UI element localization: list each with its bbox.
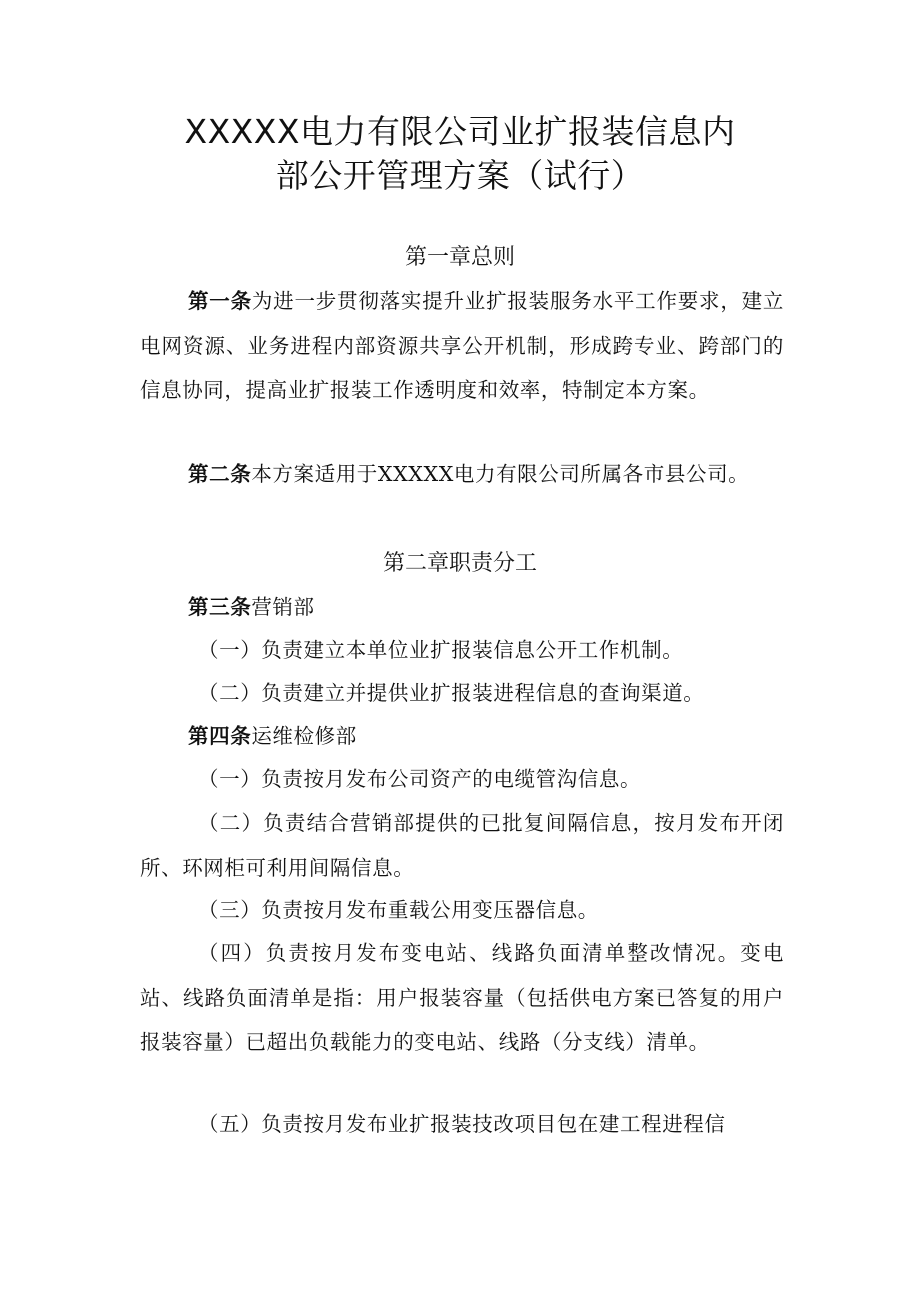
article-3-item-1: （一）负责建立本单位业扩报装信息公开工作机制。 [198, 638, 684, 662]
article-4-item-3: （三）负责按月发布重载公用变压器信息。 [198, 898, 599, 922]
article-4 [140, 714, 784, 759]
article-4-text: 运维检修部 [251, 724, 357, 748]
article-4-item-2: （二）负责结合营销部提供的已批复间隔信息，按月发布开闭所、环网柜可利用间隔信息。 [140, 811, 784, 880]
chapter-1-heading: 第一章总则 [404, 245, 515, 270]
chapter-2-heading: 第二章职责分工 [382, 551, 537, 576]
article-1-label: 第一条 [188, 289, 252, 313]
article-3 [140, 585, 784, 630]
article-3-item-2: （二）负责建立并提供业扩报装进程信息的查询渠道。 [198, 681, 705, 705]
document-title-line-2: 部公开管理方案（试行） [275, 156, 645, 195]
article-3-label: 第三条 [188, 595, 252, 619]
article-4-item-4: （四）负责按月发布变电站、线路负面清单整改情况。变电站、线路负面清单是指：用户报装容量（包括供电方案已答复的用户报装容量）已超出负载能力的变电站、线路（分支线）清单。 [140, 941, 784, 1054]
article-4-item-1: （一）负责按月发布公司资产的电缆管沟信息。 [198, 767, 642, 791]
article-1 [140, 279, 784, 413]
article-2-text: 本方案适用于XXXXX电力有限公司所属各市县公司。 [251, 462, 750, 486]
article-3-text: 营销部 [251, 595, 315, 619]
article-4-label: 第四条 [188, 724, 252, 748]
document-title-line-1: XXXXX电力有限公司业扩报装信息内 [184, 112, 736, 151]
article-1-text: 为进一步贯彻落实提升业扩报装服务水平工作要求，建立电网资源、业务进程内部资源共享公开机制，形成跨专业、跨部门的信息协同，提高业扩报装工作透明度和效率，特制定本方案。 [140, 289, 784, 402]
article-2-label: 第二条 [188, 462, 252, 486]
article-2 [140, 452, 784, 497]
article-4-item-5: （五）负责按月发布业扩报装技改项目包在建工程进程信 [198, 1112, 726, 1136]
